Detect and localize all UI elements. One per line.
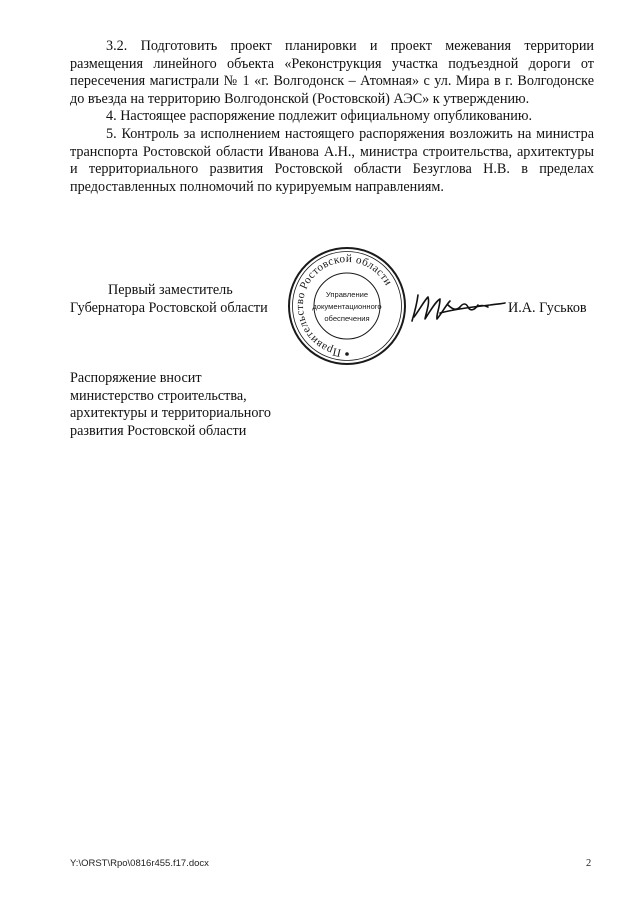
seal-center-line-3: обеспечения [324,314,370,323]
paragraph-3-2: 3.2. Подготовить проект планировки и проект межевания территории размещения линейного объекта «Реконструкция участка подъездной дороги от пересечения магистрали № 1 «г. Волгодонск – Атомная» с ул. Мира в г. Волгодонске до въезда на территорию Волгодонской (Ростовской) АЭС» к утверждению. [70,38,594,107]
seal-ring-textpath: Правительство Ростовской области [293,252,395,359]
document-body [70,38,594,196]
footer-file-path: Y:\ORST\Rpo\0816r455.f17.docx [70,858,209,869]
submitter-line-2: министерство строительства, [70,387,247,404]
submitter-line-1: Распоряжение вносит [70,370,202,386]
signatory-position-line-1: Первый заместитель [108,282,233,298]
submitter-block [70,370,310,440]
page-number: 2 [586,858,592,869]
seal-dot [345,352,349,356]
paragraph-5: 5. Контроль за исполнением настоящего распоряжения возложить на министра транспорта Ростовской области Иванова А.Н., министра строительства, архитектуры и территориального развития Ростовской области Безуглова Н.В. в пределах предоставленных полномочий по курируемым направлениям. [70,125,594,195]
paragraph-4: 4. Настоящее распоряжение подлежит официальному опубликованию. [106,108,533,125]
seal-center-line-1: Управление [325,290,369,299]
signatory-position-line-2: Губернатора Ростовской области [70,299,268,316]
submitter-line-3: архитектуры и территориального [70,405,271,422]
handwritten-signature [410,291,506,325]
submitter-line-4: развития Ростовской области [70,422,247,439]
signatory-name: И.А. Гуськов [508,300,587,316]
official-seal-stamp [283,244,411,368]
signatory-position [70,282,270,317]
seal-center-line-2: документационного [312,302,382,311]
